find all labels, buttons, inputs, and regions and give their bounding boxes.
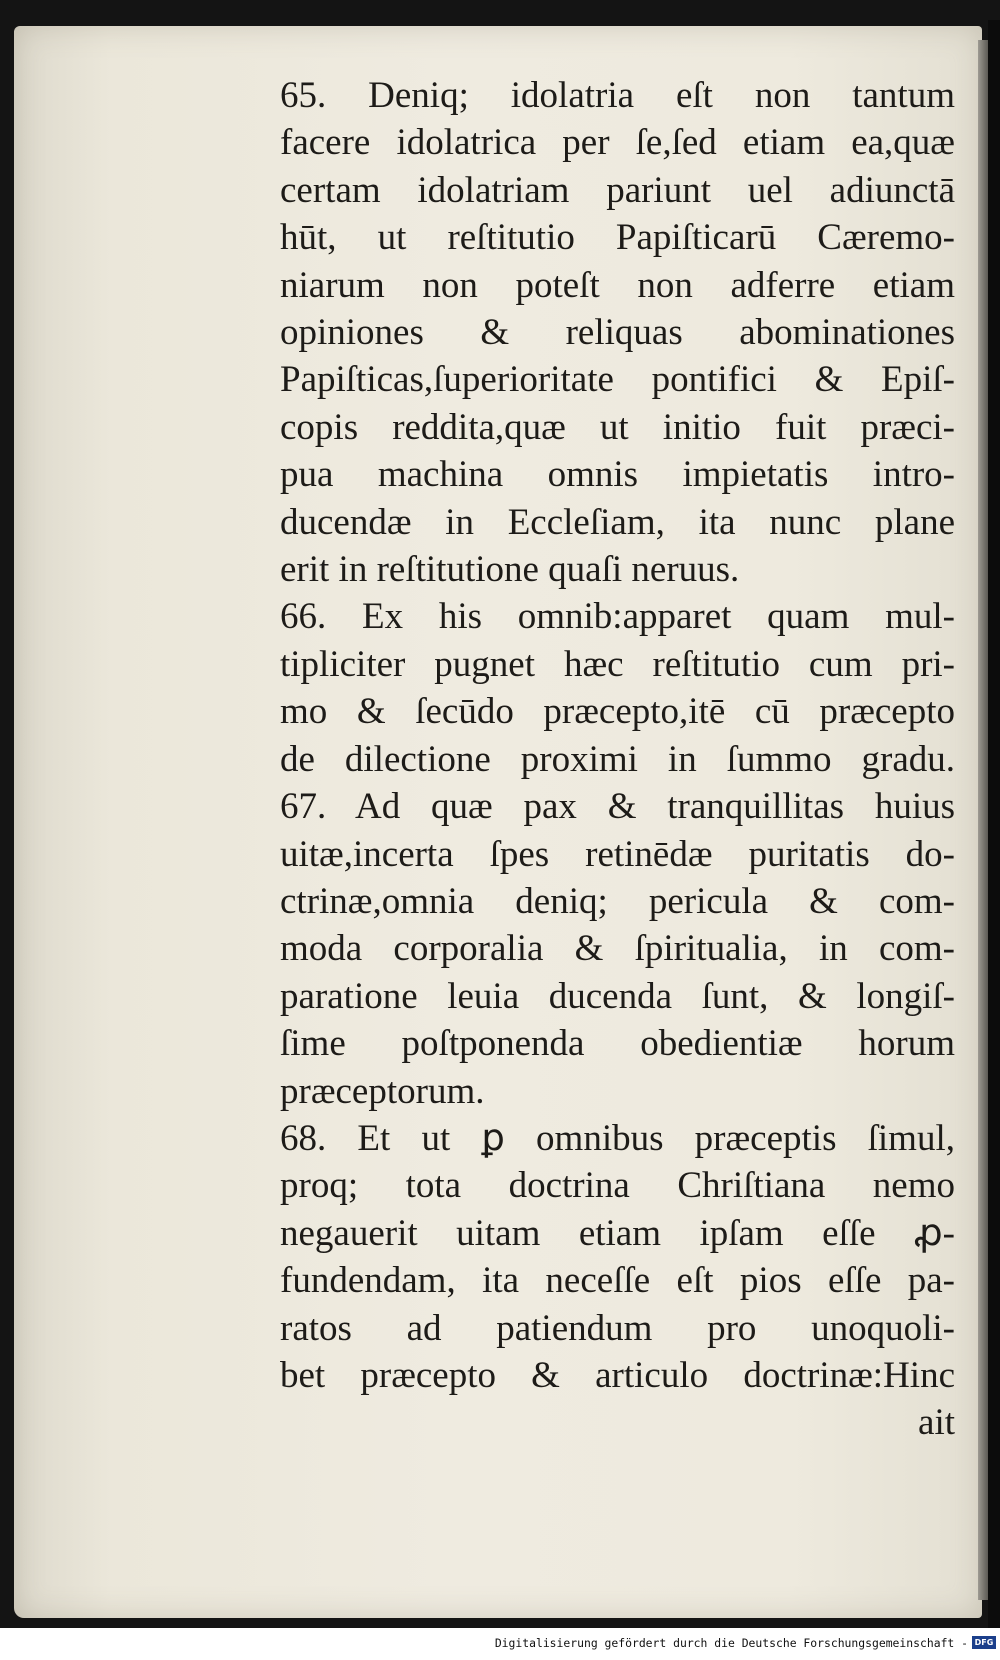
page-text — [280, 72, 955, 1447]
text-line: opiniones & reliquas abominationes — [280, 312, 955, 354]
text-line: præceptorum. — [280, 1070, 485, 1112]
funding-credit: Digitalisierung gefördert durch die Deutsche Forschungsgemeinschaft - — [494, 1636, 968, 1650]
text-line: pua machina omnis impietatis intro- — [280, 454, 955, 496]
text-line: mo & ſecūdo præcepto,itē cū præcepto — [280, 691, 955, 733]
text-line: paratione leuia ducenda ſunt, & longiſ- — [280, 975, 955, 1017]
text-line: niarum non poteſt non adferre etiam — [280, 264, 955, 306]
text-line: certam idolatriam pariunt uel adiunctā — [280, 169, 955, 211]
text-line: copis reddita,quæ ut initio fuit præci- — [280, 406, 955, 448]
text-line: ratos ad patiendum pro unoquoli- — [280, 1307, 955, 1349]
text-line: uitæ,incerta ſpes retinēdæ puritatis do- — [280, 833, 955, 875]
text-line: facere idolatrica per ſe,ſed etiam ea,quæ — [280, 122, 955, 164]
scan-border — [988, 20, 1000, 1628]
text-line: fundendam, ita neceſſe eſt pios eſſe pa- — [280, 1260, 955, 1302]
text-line: erit in reſtitutione quaſi neruus. — [280, 549, 740, 591]
text-line: tipliciter pugnet hæc reſtitutio cum pri- — [280, 643, 955, 685]
text-line: 66. Ex his omnib:apparet quam mul- — [280, 596, 955, 638]
text-line: bet præcepto & articulo doctrinæ:Hinc — [280, 1354, 955, 1396]
dfg-logo: DFG — [972, 1636, 996, 1649]
text-line: 67. Ad quæ pax & tranquillitas huius — [280, 786, 955, 828]
page-edge — [978, 40, 988, 1600]
text-line: ducendæ in Eccleſiam, ita nunc plane — [280, 501, 955, 543]
text-line: Papiſticas,ſuperioritate pontifici & Epiſ- — [280, 359, 955, 401]
text-line: ſime poſtponenda obedientiæ horum — [280, 1023, 955, 1065]
text-line: 68. Et ut ꝑ omnibus præceptis ſimul, — [280, 1117, 955, 1159]
text-line: moda corporalia & ſpiritualia, in com- — [280, 928, 955, 970]
text-line: 65. Deniq; idolatria eſt non tantum — [280, 75, 955, 116]
text-line: de dilectione proximi in ſummo gradu. — [280, 738, 955, 780]
digitization-footer — [0, 1628, 1000, 1660]
text-line: proq; tota doctrina Chriſtiana nemo — [280, 1165, 955, 1207]
text-line: negauerit uitam etiam ipſam eſſe ꝓ- — [280, 1212, 955, 1254]
catchword: ait — [918, 1402, 955, 1444]
text-line: ctrinæ,omnia deniq; pericula & com- — [280, 880, 955, 922]
text-line: hūt, ut reſtitutio Papiſticarū Cæremo- — [280, 217, 955, 259]
